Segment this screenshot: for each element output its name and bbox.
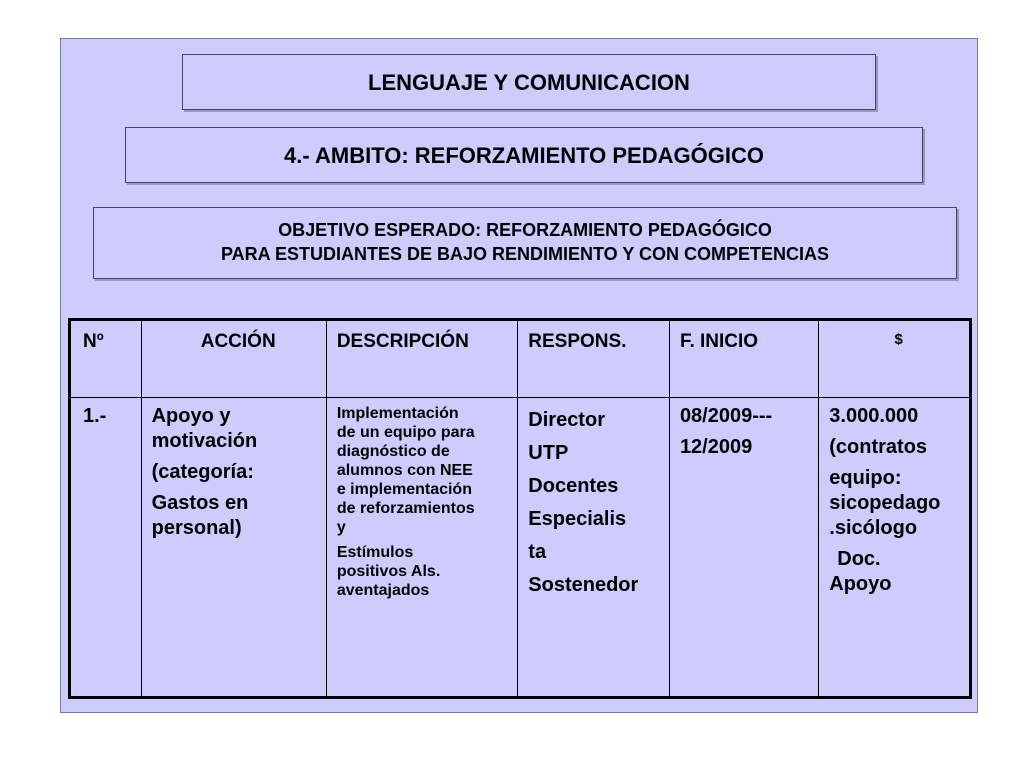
monto-line: 3.000.000: [829, 405, 919, 427]
action-table: [68, 318, 972, 699]
cell-responsables: [518, 398, 670, 698]
descripcion-line: Implementación: [336, 405, 459, 422]
descripcion-line: y: [336, 519, 346, 536]
objetivo-line-1: OBJETIVO ESPERADO: REFORZAMIENTO PEDAGÓGICO: [278, 220, 772, 240]
accion-line: Gastos en: [151, 492, 249, 514]
table-row: [70, 398, 971, 698]
header-numero: Nº: [70, 320, 142, 398]
cell-numero: 1.-: [70, 398, 142, 698]
page-title: LENGUAJE Y COMUNICACION: [182, 54, 876, 110]
fecha-line: 12/2009: [679, 436, 753, 458]
cell-monto: [819, 398, 971, 698]
descripcion-line: e implementación: [336, 481, 472, 498]
monto-line: equipo:: [829, 467, 902, 489]
header-descripcion: DESCRIPCIÓN: [326, 320, 517, 398]
descripcion-line: alumnos con NEE: [336, 462, 473, 479]
descripcion-line: positivos Als.: [336, 563, 441, 580]
descripcion-line: Estímulos: [336, 544, 414, 561]
header-fecha-inicio: F. INICIO: [669, 320, 818, 398]
ambito-heading: 4.- AMBITO: REFORZAMIENTO PEDAGÓGICO: [125, 127, 923, 183]
accion-line: (categoría:: [151, 461, 254, 483]
monto-line: .sicólogo: [829, 517, 918, 539]
monto-line: Apoyo: [829, 573, 892, 595]
monto-line: Doc.: [837, 548, 881, 570]
accion-line: motivación: [151, 430, 258, 452]
cell-fecha-inicio: [669, 398, 818, 698]
descripcion-line: de reforzamientos: [336, 500, 475, 517]
table-header-row: [70, 320, 971, 398]
accion-line: personal): [151, 517, 242, 539]
cell-accion: [141, 398, 326, 698]
accion-line: Apoyo y: [151, 405, 231, 427]
responsable-line: UTP: [528, 442, 569, 464]
responsable-line: Especialis: [528, 508, 627, 530]
monto-line: sicopedago: [829, 492, 941, 514]
responsable-line: ta: [528, 541, 547, 563]
fecha-line: 08/2009---: [679, 405, 773, 427]
responsable-line: Sostenedor: [528, 574, 639, 596]
cell-descripcion: [326, 398, 517, 698]
header-accion: ACCIÓN: [141, 320, 326, 398]
responsable-line: Docentes: [528, 475, 619, 497]
objetivo-line-2: PARA ESTUDIANTES DE BAJO RENDIMIENTO Y CON COMPETENCIAS: [220, 244, 830, 264]
header-responsables: RESPONS.: [518, 320, 670, 398]
descripcion-line: diagnóstico de: [336, 443, 450, 460]
responsable-line: Director: [528, 409, 605, 431]
descripcion-line: aventajados: [336, 582, 430, 599]
header-monto: $: [819, 320, 971, 398]
descripcion-line: de un equipo para: [336, 424, 475, 441]
monto-line: (contratos: [829, 436, 928, 458]
objetivo-box: [93, 207, 957, 279]
